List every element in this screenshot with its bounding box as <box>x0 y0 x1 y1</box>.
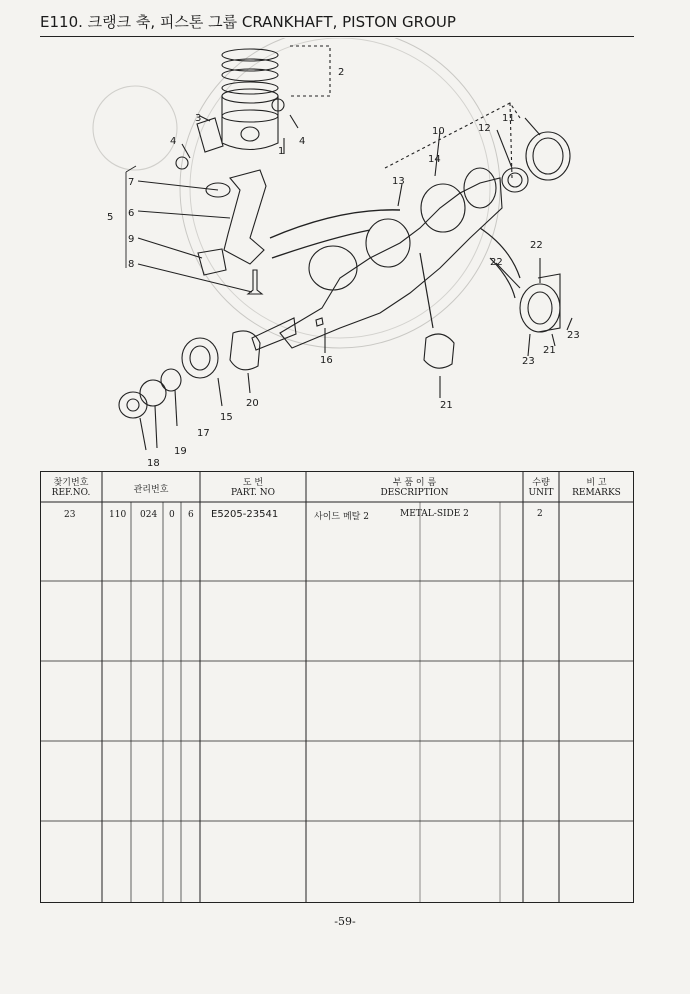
callout-15: 15 <box>220 412 233 423</box>
row-part-no: E5205-23541 <box>211 509 279 520</box>
callout-23b: 23 <box>522 356 535 367</box>
callout-22a: 22 <box>530 240 543 251</box>
row-unit: 2 <box>537 509 543 519</box>
page-title: E110. 크랭크 축, 피스톤 그룹 CRANKHAFT, PISTON GROUP <box>40 13 456 31</box>
spacer <box>161 369 181 391</box>
callout-11: 11 <box>502 113 515 124</box>
header-part-ko: 도 번 <box>242 478 264 488</box>
header-ref-en: REF.NO. <box>51 488 91 498</box>
header-mgmt-ko: 관리번호 <box>133 485 169 495</box>
crankshaft <box>280 178 502 348</box>
header-remarks-en: REMARKS <box>572 488 621 498</box>
row-desc-ko: 사이드 메탈 2 <box>314 512 369 522</box>
header-ref-ko: 찾기번호 <box>53 478 89 488</box>
row-ref: 23 <box>64 510 76 520</box>
callout-14: 14 <box>428 154 441 165</box>
oil-seal <box>502 168 528 192</box>
header-desc-ko: 부 품 이 름 <box>392 478 437 488</box>
connecting-rod <box>224 170 266 264</box>
rod-bolt <box>248 270 262 294</box>
parts-table <box>40 471 634 903</box>
row-mgmt-4: 6 <box>188 510 194 520</box>
callout-22b: 22 <box>490 257 503 268</box>
row-mgmt-3: 0 <box>169 510 175 520</box>
callout-5: 5 <box>107 212 114 223</box>
callout-1: 1 <box>278 146 285 157</box>
callout-18: 18 <box>147 458 160 469</box>
header-unit-ko: 수량 <box>532 478 550 488</box>
callout-12: 12 <box>478 123 491 134</box>
page-number: -59- <box>334 915 356 928</box>
row-desc-en: METAL-SIDE 2 <box>400 509 469 519</box>
callout-2: 2 <box>338 67 345 78</box>
callout-20: 20 <box>246 398 259 409</box>
callout-21b: 21 <box>543 345 556 356</box>
crank-gear <box>182 338 218 378</box>
crank-front-bearing <box>230 331 260 370</box>
row-mgmt-2: 024 <box>140 510 158 520</box>
callout-4a: 4 <box>170 136 177 147</box>
header-part-en: PART. NO <box>230 488 275 498</box>
callout-6: 6 <box>128 208 135 219</box>
rod-bearing <box>198 249 226 275</box>
callout-labels <box>107 67 580 469</box>
table-grid <box>40 471 634 903</box>
piston-ring-4 <box>222 82 278 94</box>
callout-9: 9 <box>128 234 135 245</box>
callout-19: 19 <box>174 446 187 457</box>
callout-7: 7 <box>128 177 135 188</box>
callout-23a: 23 <box>567 330 580 341</box>
header-remarks-ko: 비 고 <box>586 478 607 488</box>
front-collar <box>119 392 147 418</box>
callout-13: 13 <box>392 176 405 187</box>
header-unit-en: UNIT <box>528 488 554 498</box>
row-mgmt-1: 110 <box>109 510 127 520</box>
thrust-washer-front <box>520 284 560 332</box>
callout-10: 10 <box>432 126 445 137</box>
woodruff-key <box>316 318 323 326</box>
exploded-parts-diagram <box>40 38 640 470</box>
callout-3: 3 <box>195 113 202 124</box>
main-bearing <box>424 334 454 368</box>
title-rule <box>40 36 634 37</box>
o-ring <box>140 380 166 406</box>
callout-4b: 4 <box>299 136 306 147</box>
callout-16: 16 <box>320 355 333 366</box>
callout-8: 8 <box>128 259 135 270</box>
callout-17: 17 <box>197 428 210 439</box>
header-desc-en: DESCRIPTION <box>380 488 449 498</box>
callout-21a: 21 <box>440 400 453 411</box>
